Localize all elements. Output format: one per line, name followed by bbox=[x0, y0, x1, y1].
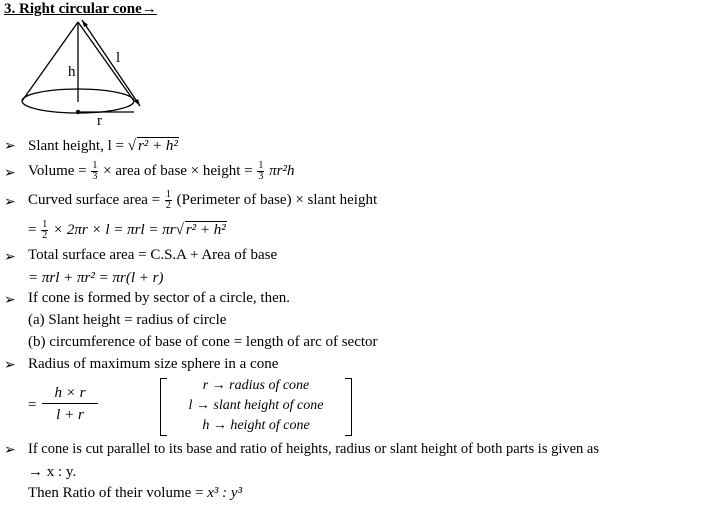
slant-height-line: Slant height, l = √ r² + h² bbox=[28, 138, 178, 154]
cut-line: If cone is cut parallel to its base and ratio of heights, radius or slant height of both parts is given as bbox=[28, 441, 600, 457]
label-h: h bbox=[68, 64, 76, 80]
sphere-denominator: l + r bbox=[56, 407, 84, 423]
csa-formula-line: = $\frac{1}{2}$ × 2πr × l = πrl = πr√ r² + h² bbox=[28, 219, 226, 241]
bullet-arrow-icon: ➢ bbox=[4, 358, 16, 373]
bullet-arrow-icon: ➢ bbox=[4, 139, 16, 154]
sphere-line: Radius of maximum size sphere in a cone bbox=[28, 356, 279, 372]
sector-line: If cone is formed by sector of a circle, then. bbox=[28, 290, 290, 306]
slant-arrow bbox=[82, 20, 140, 106]
slant-arrow-head-bottom bbox=[134, 99, 140, 106]
bullet-arrow-icon: ➢ bbox=[4, 293, 16, 308]
csa-line: Curved surface area = $\frac{1}{2}$ (Perimeter of base) × slant height bbox=[28, 189, 378, 211]
sector-a-line: (a) Slant height = radius of circle bbox=[28, 312, 227, 328]
definitions-bracket bbox=[160, 378, 352, 436]
bullet-arrow-icon: ➢ bbox=[4, 250, 16, 265]
cone-center-dot bbox=[76, 110, 80, 114]
slant-arrow-head-top bbox=[82, 20, 88, 27]
volume-line: Volume = $\frac{1}{3}$ × area of base × height = $\frac{1}{3}$ πr²h bbox=[28, 160, 295, 182]
sector-b-line: (b) circumference of base of cone = length of arc of sector bbox=[28, 334, 378, 350]
cone-diagram bbox=[18, 18, 150, 132]
volume-ratio-line: Then Ratio of their volume = x³ : y³ bbox=[28, 485, 243, 501]
definition-l: l → slant height of cone bbox=[188, 398, 324, 413]
cut-ratio-line: → x : y. bbox=[28, 464, 77, 480]
sphere-equals: = bbox=[28, 397, 37, 413]
sphere-numerator: h × r bbox=[42, 385, 98, 404]
bullet-arrow-icon: ➢ bbox=[4, 443, 16, 458]
definition-h: h → height of cone bbox=[202, 418, 310, 433]
bullet-arrow-icon: ➢ bbox=[4, 195, 16, 210]
bullet-arrow-icon: ➢ bbox=[4, 166, 16, 181]
tsa-line: Total surface area = C.S.A + Area of base bbox=[28, 247, 278, 263]
tsa-formula-line: = πrl + πr² = πr(l + r) bbox=[28, 270, 164, 286]
definition-r: r → radius of cone bbox=[202, 378, 310, 393]
label-l: l bbox=[116, 50, 121, 66]
section-title: 3. Right circular cone→ bbox=[4, 1, 157, 17]
label-r: r bbox=[97, 113, 102, 129]
